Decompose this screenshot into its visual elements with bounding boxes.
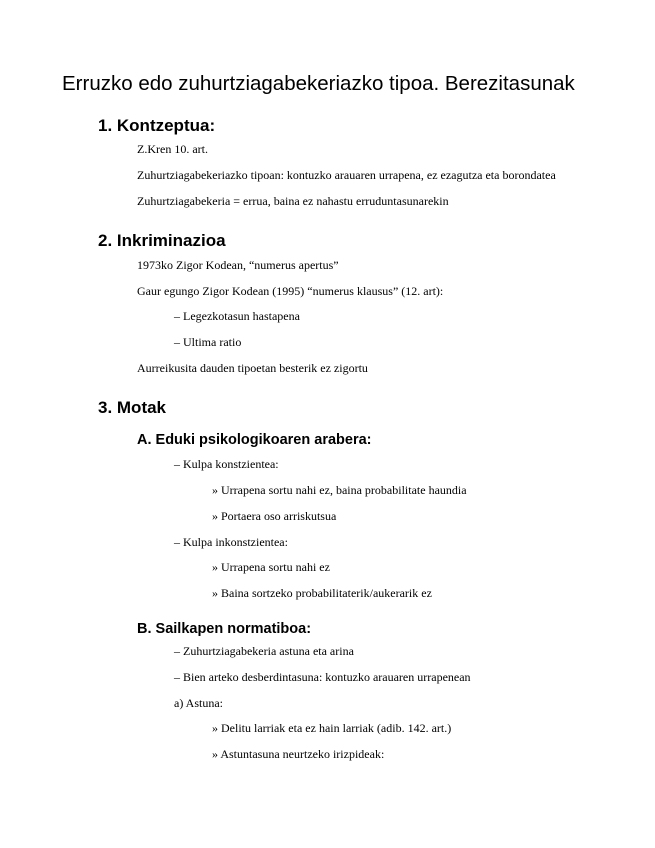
text-line: Zuhurtziagabekeriazko tipoan: kontuzko arauaren urrapena, ez ezagutza eta borondatea bbox=[137, 168, 556, 182]
section-heading-kontzeptua: 1. Kontzeptua: bbox=[98, 116, 216, 135]
subsection-heading-sailkapen: B. Sailkapen normatiboa: bbox=[137, 621, 312, 637]
list-item: » Baina sortzeko probabilitaterik/aukerarik ez bbox=[212, 586, 432, 600]
list-item: » Portaera oso arriskutsua bbox=[212, 509, 337, 523]
section-heading-motak: 3. Motak bbox=[98, 398, 167, 417]
text-line: Aurreikusita dauden tipoetan besterik ez zigortu bbox=[137, 361, 368, 375]
text-line: 1973ko Zigor Kodean, “numerus apertus” bbox=[137, 258, 339, 272]
list-item: a) Astuna: bbox=[174, 696, 223, 710]
text-line: Gaur egungo Zigor Kodean (1995) “numerus klausus” (12. art): bbox=[137, 284, 444, 298]
page-title: Erruzko edo zuhurtziagabekeriazko tipoa. Berezitasunak bbox=[62, 72, 575, 95]
list-item: » Delitu larriak eta ez hain larriak (adib. 142. art.) bbox=[212, 721, 452, 735]
list-item: » Urrapena sortu nahi ez, baina probabilitate haundia bbox=[212, 483, 467, 497]
subsection-heading-eduki: A. Eduki psikologikoaren arabera: bbox=[137, 432, 372, 448]
list-item: – Kulpa inkonstzientea: bbox=[174, 535, 288, 549]
list-item: – Kulpa konstzientea: bbox=[174, 457, 279, 471]
list-item: – Ultima ratio bbox=[174, 335, 242, 349]
list-item: – Bien arteko desberdintasuna: kontuzko arauaren urrapenean bbox=[174, 670, 471, 684]
text-line: Zuhurtziagabekeria = errua, baina ez nahastu erruduntasunarekin bbox=[137, 194, 449, 208]
list-item: – Legezkotasun hastapena bbox=[174, 309, 300, 323]
list-item: » Astuntasuna neurtzeko irizpideak: bbox=[212, 747, 385, 761]
text-line: Z.Kren 10. art. bbox=[137, 142, 208, 156]
section-heading-inkriminazioa: 2. Inkriminazioa bbox=[98, 231, 226, 250]
list-item: » Urrapena sortu nahi ez bbox=[212, 560, 330, 574]
list-item: – Zuhurtziagabekeria astuna eta arina bbox=[174, 644, 354, 658]
